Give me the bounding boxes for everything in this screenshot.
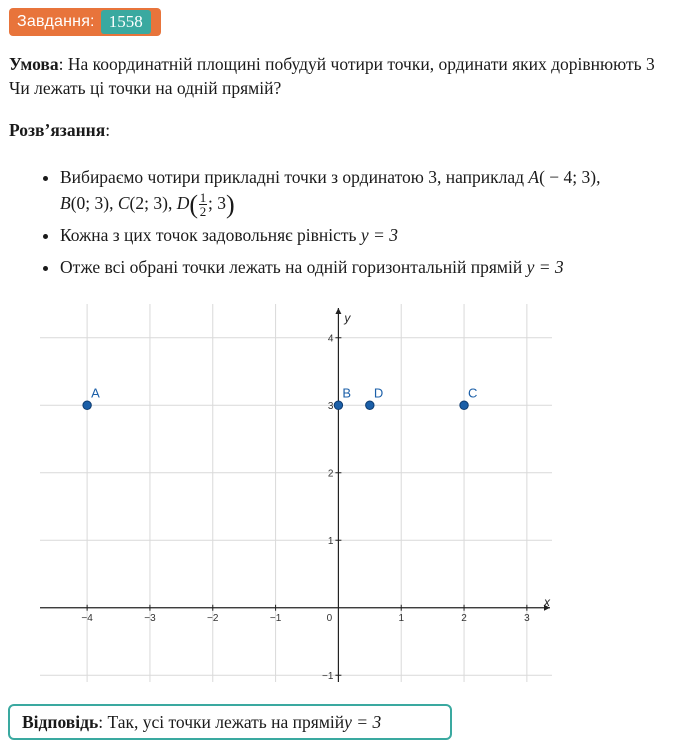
point-d-rest: ; 3 — [208, 193, 227, 213]
y-axis-name: y — [344, 311, 351, 325]
point-label-d: D — [373, 385, 384, 401]
coordinate-plane — [40, 304, 552, 682]
x-tick-label: −3 — [144, 612, 156, 624]
step-2-text: Кожна з цих точок задовольняє рівність — [60, 225, 361, 246]
fraction-denominator: 2 — [199, 204, 207, 220]
step-3 — [60, 254, 668, 280]
condition-paragraph — [9, 52, 664, 100]
y-tick-label: 3 — [327, 400, 334, 412]
point-label-b: B — [342, 385, 352, 401]
point-marker-b — [334, 401, 342, 409]
point-b-name: B — [60, 193, 71, 213]
fraction-half — [199, 191, 207, 218]
y-tick-label: 2 — [327, 468, 334, 480]
point-marker-a — [83, 401, 91, 409]
solution-heading — [9, 118, 664, 142]
point-a-coords: ( − 4; 3), — [539, 167, 601, 187]
grid-lines — [40, 304, 552, 682]
step-1 — [60, 164, 668, 218]
y-tick-label: 4 — [327, 333, 334, 345]
task-label: Завдання: — [17, 13, 95, 30]
x-tick-label: 0 — [326, 612, 333, 624]
x-axis-name: x — [544, 594, 550, 609]
tick-labels — [81, 333, 530, 682]
answer-box — [8, 704, 452, 740]
points-layer — [83, 385, 478, 409]
step-3-equation: y = 3 — [526, 257, 564, 278]
paren-open: ( — [189, 190, 199, 219]
x-tick-label: −4 — [81, 612, 93, 624]
y-tick-label: 1 — [327, 535, 334, 547]
point-label-c: C — [468, 385, 478, 401]
step-1-text: Вибираємо чотири прикладні точки з ординатою 3, наприклад — [60, 167, 529, 187]
y-tick-label: −1 — [321, 670, 334, 682]
point-marker-d — [366, 401, 374, 409]
point-b-coords: (0; 3), — [70, 193, 118, 213]
answer-equation: y = 3 — [344, 711, 382, 732]
solution-colon: : — [105, 120, 111, 140]
x-tick-label: −1 — [269, 612, 282, 624]
point-a-name: A — [528, 167, 540, 187]
condition-text: : На координатній площині побудуй чотири точки, ординати яких дорівнюють 3 Чи лежать ці точки на одній прямій? — [9, 54, 655, 98]
x-tick-label: 2 — [461, 612, 467, 624]
solution-steps — [38, 164, 668, 286]
point-d-name: D — [176, 193, 190, 213]
x-tick-label: 3 — [524, 612, 530, 624]
paren-close: ) — [226, 190, 235, 219]
condition-label: Умова — [9, 54, 59, 74]
x-tick-label: −2 — [207, 612, 219, 624]
answer-text: : Так, усі точки лежать на прямій — [98, 711, 345, 732]
step-3-text: Отже всі обрані точки лежать на одній горизонтальній прямій — [60, 257, 527, 278]
task-number: 1558 — [101, 10, 151, 34]
y-axis-arrow — [335, 308, 341, 314]
point-c-name: C — [117, 193, 130, 213]
fraction-numerator: 1 — [199, 190, 207, 206]
point-c-coords: (2; 3), — [129, 193, 177, 213]
solution-label: Розв’язання — [9, 120, 106, 140]
step-2 — [60, 222, 668, 248]
answer-label: Відповідь — [22, 711, 99, 732]
x-tick-label: 1 — [398, 612, 405, 624]
point-marker-c — [460, 401, 468, 409]
step-2-equation: y = 3 — [360, 225, 398, 246]
task-badge — [9, 8, 161, 36]
axes — [40, 308, 551, 682]
point-label-a: A — [91, 385, 100, 401]
